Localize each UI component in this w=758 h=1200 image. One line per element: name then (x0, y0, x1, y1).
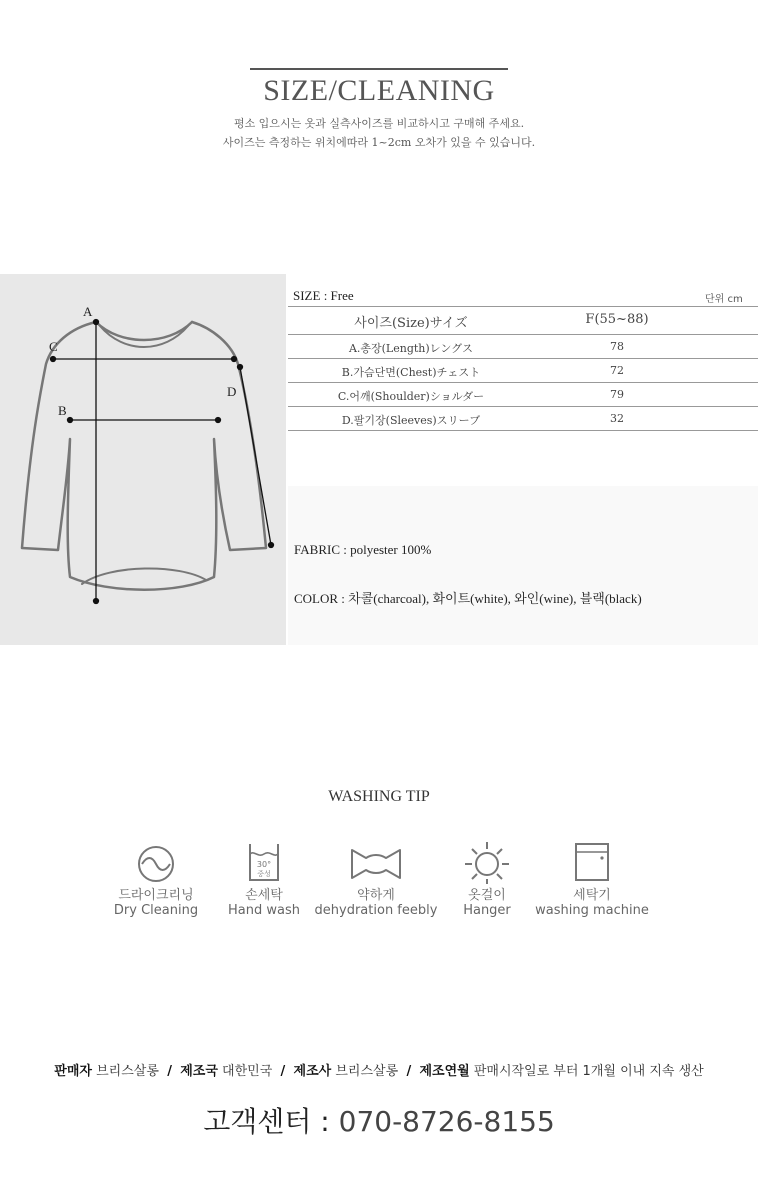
tip-en: Hanger (463, 903, 511, 918)
row-value: 78 (610, 340, 624, 353)
table-rule (288, 334, 758, 335)
label-d: D (227, 384, 237, 399)
hanger-sun-icon (463, 840, 511, 884)
tip-ko: 세탁기 (573, 888, 611, 903)
measure-a-bottom (94, 599, 99, 604)
dry-cleaning-icon (136, 840, 176, 884)
label-a: A (83, 304, 93, 319)
color-line: COLOR : 차콜(charcoal), 화이트(white), 와인(wine), 블랙(black) (294, 591, 642, 606)
row-value: 72 (610, 364, 624, 377)
washing-tip-title: WASHING TIP (328, 788, 430, 805)
tip-ko: 드라이크리닝 (118, 888, 194, 903)
table-rule (288, 430, 758, 431)
cs-phone-number[interactable]: 070-8726-8155 (338, 1105, 555, 1138)
tip-en: dehydration feebly (314, 903, 438, 918)
measure-a-top (94, 320, 99, 325)
tip-ko: 약하게 (357, 888, 395, 903)
tip-ko: 손세탁 (245, 888, 283, 903)
separator: / (280, 1064, 286, 1079)
tub-neutral: 중성 (257, 870, 271, 878)
date-label: 제조연월 (419, 1064, 470, 1079)
tip-hand-wash (220, 840, 308, 918)
size-note-2: 사이즈는 측정하는 위치에따라 1~2cm 오차가 있을 수 있습니다. (222, 136, 536, 149)
tip-ko: 옷걸이 (468, 888, 506, 903)
tip-hanger (452, 840, 522, 918)
size-note-1: 평소 입으시는 옷과 실측사이즈를 비교하시고 구매해 주세요. (233, 117, 525, 130)
label-b: B (58, 403, 67, 418)
separator: / (406, 1064, 412, 1079)
label-c: C (49, 339, 58, 354)
tip-en: washing machine (535, 903, 649, 918)
row-label: B.가슴단면(Chest)チェスト (341, 366, 481, 379)
washing-machine-icon (572, 840, 612, 884)
customer-center (0, 1100, 758, 1140)
measure-lines (51, 320, 274, 604)
tip-en: Hand wash (228, 903, 300, 918)
table-rule (288, 406, 758, 407)
page-title: SIZE/CLEANING (263, 74, 495, 107)
table-top-rule (288, 306, 758, 307)
product-info-line (0, 1060, 758, 1079)
size-label: SIZE : Free (293, 288, 354, 303)
cs-label: 고객센터 : (203, 1105, 330, 1138)
hand-wash-icon (244, 840, 284, 884)
header-divider (250, 68, 508, 70)
garment-sketch (0, 274, 286, 645)
unit-label: 단위 cm (705, 294, 743, 305)
tip-washing-machine (530, 840, 654, 918)
table-rule (288, 358, 758, 359)
tip-dry-cleaning (106, 840, 206, 918)
maker-label: 제조사 (293, 1064, 332, 1079)
date-value: 판매시작일로 부터 1개월 이내 지속 생산 (473, 1064, 704, 1079)
row-label: C.어깨(Shoulder)ショルダー (337, 390, 485, 403)
row-value: 79 (610, 388, 624, 401)
table-header-size: 사이즈(Size)サイズ (354, 316, 468, 331)
fabric-panel (288, 486, 758, 645)
seller-value: 브리스살롱 (96, 1064, 159, 1079)
row-value: 32 (610, 412, 624, 425)
fabric-line: FABRIC : polyester 100% (294, 542, 432, 557)
separator: / (167, 1064, 172, 1079)
tip-en: Dry Cleaning (113, 903, 199, 918)
country-label: 제조국 (180, 1064, 218, 1079)
maker-value: 브리스살롱 (335, 1064, 399, 1079)
seller-label: 판매자 (54, 1064, 92, 1079)
table-header-free: F(55~88) (585, 312, 649, 327)
garment-sketch-panel (0, 274, 286, 645)
tip-wring (310, 840, 442, 918)
table-rule (288, 382, 758, 383)
row-label: A.총장(Length)レングス (348, 342, 474, 355)
row-label: D.팔기장(Sleeves)スリーブ (341, 414, 481, 427)
wring-icon (348, 840, 404, 884)
tub-temp: 30° (256, 860, 272, 869)
measure-d-line (240, 367, 271, 545)
country-value: 대한민국 (222, 1064, 273, 1079)
